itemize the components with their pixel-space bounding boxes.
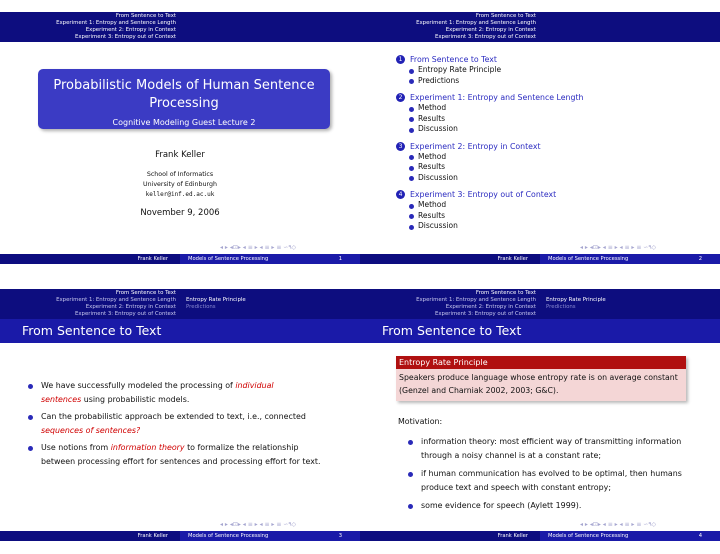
nav-section-4[interactable]: Experiment 3: Entropy out of Context	[74, 34, 176, 40]
nav-sections	[360, 13, 536, 41]
nav-section-4[interactable]: Experiment 3: Entropy out of Context	[74, 311, 176, 317]
nav-section-3[interactable]: Experiment 2: Entropy in Context	[85, 27, 176, 33]
nav-section-4[interactable]: Experiment 3: Entropy out of Context	[434, 311, 536, 317]
footer-title-bar	[540, 254, 720, 264]
toc-subsection[interactable]: Predictions	[396, 76, 583, 87]
nav-bar	[360, 12, 720, 42]
nav-section-1[interactable]: From Sentence to Text	[475, 290, 536, 296]
motivation-list	[406, 435, 706, 518]
toc-subsection[interactable]: Method	[396, 200, 583, 211]
list-item: if human communication has evolved to be optimal, then humans produce text and speech with constant entropy;	[406, 467, 706, 494]
navigation-symbols-icon[interactable]: ◂ ▸ ◂⊡▸ ◂ ≡ ▸ ◂ ≡ ▸ ≡ ∽٩◇	[580, 521, 657, 528]
footer-title: Models of Sentence Processing	[188, 533, 269, 539]
nav-subsections	[186, 297, 246, 311]
nav-sections	[0, 13, 176, 41]
toc-section[interactable]: 4 Experiment 3: Entropy out of Context	[396, 189, 583, 200]
slide-1	[0, 0, 360, 277]
toc-subsection[interactable]: Method	[396, 103, 583, 114]
nav-section-3[interactable]: Experiment 2: Entropy in Context	[445, 27, 536, 33]
nav-section-1[interactable]: From Sentence to Text	[115, 290, 176, 296]
navigation-symbols-icon[interactable]: ◂ ▸ ◂⊡▸ ◂ ≡ ▸ ◂ ≡ ▸ ≡ ∽٩◇	[220, 244, 297, 251]
page-number: 2	[698, 256, 702, 262]
nav-section-1[interactable]: From Sentence to Text	[475, 13, 536, 19]
section-number-icon: 1	[396, 55, 405, 64]
page-number: 1	[338, 256, 342, 262]
toc-subsection[interactable]: Results	[396, 162, 583, 173]
page-number: 4	[698, 533, 702, 539]
toc-subsection[interactable]: Results	[396, 114, 583, 125]
list-item: information theory: most efficient way of transmitting information through a noisy channel is at a constant rate;	[406, 435, 706, 462]
footer	[0, 531, 360, 541]
table-of-contents	[396, 54, 583, 232]
toc-subsection[interactable]: Discussion	[396, 221, 583, 232]
nav-bar	[0, 289, 360, 319]
toc-section[interactable]: 3 Experiment 2: Entropy in Context	[396, 141, 583, 152]
nav-bar	[0, 12, 360, 42]
definition-block	[396, 356, 686, 401]
list-item: We have successfully modeled the processing of individual sentences using probabilistic models.	[26, 379, 326, 406]
nav-section-2[interactable]: Experiment 1: Entropy and Sentence Length	[56, 297, 176, 303]
nav-subsection-2[interactable]: Predictions	[186, 304, 216, 310]
slide-2	[360, 0, 720, 277]
footer-title-bar	[180, 531, 360, 541]
author-name: Frank Keller	[155, 150, 205, 160]
section-number-icon: 2	[396, 93, 405, 102]
nav-section-2[interactable]: Experiment 1: Entropy and Sentence Length	[416, 20, 536, 26]
toc-subsection[interactable]: Discussion	[396, 124, 583, 135]
list-item: some evidence for speech (Aylett 1999).	[406, 499, 706, 513]
block-body: Speakers produce language whose entropy rate is on average constant (Genzel and Charniak 2002, 2003; G&C).	[396, 369, 686, 401]
email[interactable]: keller@inf.ed.ac.uk	[145, 191, 215, 198]
nav-section-1[interactable]: From Sentence to Text	[115, 13, 176, 19]
page-number: 3	[338, 533, 342, 539]
navigation-symbols-icon[interactable]: ◂ ▸ ◂⊡▸ ◂ ≡ ▸ ◂ ≡ ▸ ≡ ∽٩◇	[580, 244, 657, 251]
nav-subsection-1[interactable]: Entropy Rate Principle	[186, 297, 246, 303]
navigation-symbols-icon[interactable]: ◂ ▸ ◂⊡▸ ◂ ≡ ▸ ◂ ≡ ▸ ≡ ∽٩◇	[220, 521, 297, 528]
nav-sections	[360, 290, 536, 318]
motivation-label: Motivation:	[398, 417, 443, 426]
title-box	[38, 69, 330, 129]
section-number-icon: 4	[396, 190, 405, 199]
footer-author: Frank Keller	[0, 254, 180, 264]
footer-author: Frank Keller	[360, 531, 540, 541]
nav-subsection-2[interactable]: Predictions	[546, 304, 576, 310]
footer	[360, 254, 720, 264]
footer-title: Models of Sentence Processing	[548, 533, 629, 539]
nav-subsections	[546, 297, 606, 311]
toc-subsection[interactable]: Entropy Rate Principle	[396, 65, 583, 76]
slide-4	[360, 277, 720, 554]
institution: School of Informatics University of Edinburgh keller@inf.ed.ac.uk	[0, 170, 360, 200]
list-item: Can the probabilistic approach be extended to text, i.e., connected sequences of sentences?	[26, 410, 326, 437]
frame-title: From Sentence to Text	[360, 319, 720, 343]
footer-title-bar	[540, 531, 720, 541]
footer	[360, 531, 720, 541]
nav-bar	[360, 289, 720, 319]
presentation-subtitle: Cognitive Modeling Guest Lecture 2	[112, 118, 256, 127]
nav-subsection-1[interactable]: Entropy Rate Principle	[546, 297, 606, 303]
nav-section-3[interactable]: Experiment 2: Entropy in Context	[85, 304, 176, 310]
bullet-list	[26, 379, 326, 472]
frame-title: From Sentence to Text	[0, 319, 360, 343]
slide-3	[0, 277, 360, 554]
footer-title: Models of Sentence Processing	[188, 256, 269, 262]
section-number-icon: 3	[396, 142, 405, 151]
nav-section-3[interactable]: Experiment 2: Entropy in Context	[445, 304, 536, 310]
footer-author: Frank Keller	[0, 531, 180, 541]
list-item: Use notions from information theory to formalize the relationship between processing effort for sentences and processing effort for text.	[26, 441, 326, 468]
toc-subsection[interactable]: Method	[396, 152, 583, 163]
footer-title-bar	[180, 254, 360, 264]
presentation-title: Probabilistic Models of Human Sentence Processing	[53, 78, 315, 111]
footer-author: Frank Keller	[360, 254, 540, 264]
toc-section[interactable]: 1 From Sentence to Text	[396, 54, 583, 65]
nav-sections	[0, 290, 176, 318]
block-title: Entropy Rate Principle	[396, 356, 686, 369]
toc-subsection[interactable]: Results	[396, 211, 583, 222]
nav-section-2[interactable]: Experiment 1: Entropy and Sentence Length	[56, 20, 176, 26]
footer	[0, 254, 360, 264]
toc-section[interactable]: 2 Experiment 1: Entropy and Sentence Length	[396, 92, 583, 103]
nav-section-2[interactable]: Experiment 1: Entropy and Sentence Length	[416, 297, 536, 303]
footer-title: Models of Sentence Processing	[548, 256, 629, 262]
toc-subsection[interactable]: Discussion	[396, 173, 583, 184]
date: November 9, 2006	[140, 208, 220, 218]
nav-section-4[interactable]: Experiment 3: Entropy out of Context	[434, 34, 536, 40]
